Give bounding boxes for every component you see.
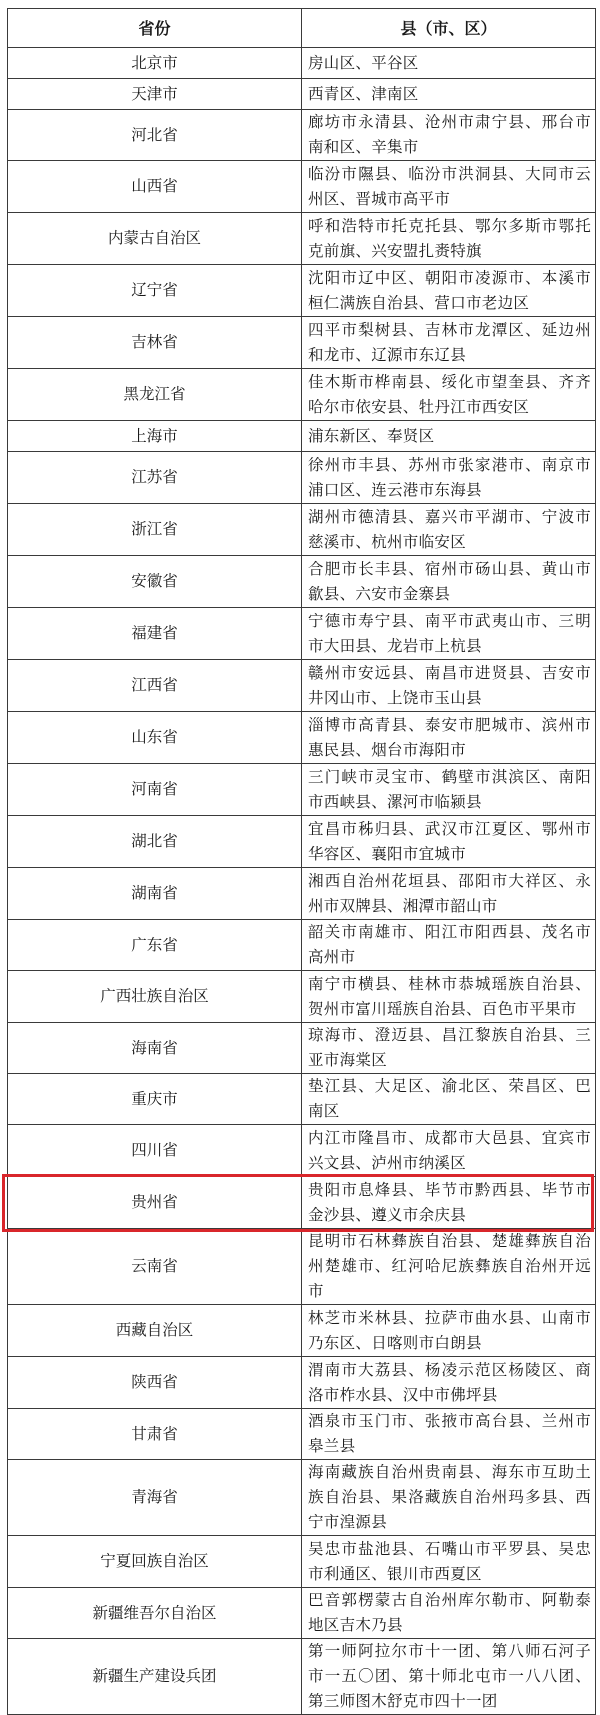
county-cell: 三门峡市灵宝市、鹤壁市淇滨区、南阳市西峡县、漯河市临颍县 — [302, 764, 596, 816]
county-cell: 贵阳市息烽县、毕节市黔西县、毕节市金沙县、遵义市余庆县 — [302, 1177, 596, 1229]
table-row — [8, 1229, 596, 1305]
table-row — [8, 920, 596, 971]
table-row — [8, 1588, 596, 1639]
table-row — [8, 1357, 596, 1409]
province-cell: 四川省 — [8, 1125, 302, 1177]
county-cell: 浦东新区、奉贤区 — [302, 421, 596, 452]
table-row — [8, 369, 596, 421]
province-cell: 上海市 — [8, 421, 302, 452]
county-cell: 酒泉市玉门市、张掖市高台县、兰州市皋兰县 — [302, 1409, 596, 1460]
county-cell: 合肥市长丰县、宿州市砀山县、黄山市歙县、六安市金寨县 — [302, 556, 596, 608]
county-cell: 佳木斯市桦南县、绥化市望奎县、齐齐哈尔市依安县、牡丹江市西安区 — [302, 369, 596, 421]
province-cell: 新疆维吾尔自治区 — [8, 1588, 302, 1639]
county-cell: 廊坊市永清县、沧州市肃宁县、邢台市南和区、辛集市 — [302, 110, 596, 161]
province-cell: 北京市 — [8, 48, 302, 79]
county-cell: 渭南市大荔县、杨凌示范区杨陵区、商洛市柞水县、汉中市佛坪县 — [302, 1357, 596, 1409]
province-cell: 西藏自治区 — [8, 1305, 302, 1357]
table-row — [8, 1409, 596, 1460]
province-cell: 陕西省 — [8, 1357, 302, 1409]
province-cell: 贵州省 — [8, 1177, 302, 1229]
county-cell: 湘西自治州花垣县、邵阳市大祥区、永州市双牌县、湘潭市韶山市 — [302, 868, 596, 920]
province-cell: 宁夏回族自治区 — [8, 1536, 302, 1588]
table-row — [8, 868, 596, 920]
table-row — [8, 556, 596, 608]
province-cell: 河北省 — [8, 110, 302, 161]
county-cell: 临汾市隰县、临汾市洪洞县、大同市云州区、晋城市高平市 — [302, 161, 596, 213]
province-cell: 河南省 — [8, 764, 302, 816]
table-row — [8, 317, 596, 369]
table-row — [8, 452, 596, 504]
table-row — [8, 1177, 596, 1229]
table-body — [8, 48, 596, 1715]
province-cell: 广西壮族自治区 — [8, 971, 302, 1023]
county-cell: 南宁市横县、桂林市恭城瑶族自治县、贺州市富川瑶族自治县、百色市平果市 — [302, 971, 596, 1023]
table-row — [8, 1305, 596, 1357]
province-cell: 辽宁省 — [8, 265, 302, 317]
county-cell: 四平市梨树县、吉林市龙潭区、延边州和龙市、辽源市东辽县 — [302, 317, 596, 369]
table-row — [8, 1074, 596, 1125]
table-row — [8, 161, 596, 213]
province-cell: 海南省 — [8, 1023, 302, 1074]
province-cell: 山西省 — [8, 161, 302, 213]
table-row — [8, 1536, 596, 1588]
table-row — [8, 504, 596, 556]
county-cell: 昆明市石林彝族自治县、楚雄彝族自治州楚雄市、红河哈尼族彝族自治州开远市 — [302, 1229, 596, 1305]
county-cell: 湖州市德清县、嘉兴市平湖市、宁波市慈溪市、杭州市临安区 — [302, 504, 596, 556]
province-cell: 甘肃省 — [8, 1409, 302, 1460]
county-cell: 沈阳市辽中区、朝阳市凌源市、本溪市桓仁满族自治县、营口市老边区 — [302, 265, 596, 317]
table-header-row — [8, 9, 596, 48]
table-row — [8, 48, 596, 79]
table-row — [8, 816, 596, 868]
province-county-table — [7, 8, 596, 1715]
county-cell: 海南藏族自治州贵南县、海东市互助土族自治县、果洛藏族自治州玛多县、西宁市湟源县 — [302, 1460, 596, 1536]
province-cell: 江苏省 — [8, 452, 302, 504]
province-cell: 安徽省 — [8, 556, 302, 608]
county-cell: 淄博市高青县、泰安市肥城市、滨州市惠民县、烟台市海阳市 — [302, 712, 596, 764]
county-cell: 吴忠市盐池县、石嘴山市平罗县、吴忠市利通区、银川市西夏区 — [302, 1536, 596, 1588]
table-row — [8, 110, 596, 161]
table-row — [8, 421, 596, 452]
province-cell: 内蒙古自治区 — [8, 213, 302, 265]
county-cell: 宜昌市秭归县、武汉市江夏区、鄂州市华容区、襄阳市宜城市 — [302, 816, 596, 868]
county-cell: 赣州市安远县、南昌市进贤县、吉安市井冈山市、上饶市玉山县 — [302, 660, 596, 712]
province-cell: 新疆生产建设兵团 — [8, 1639, 302, 1715]
table-row — [8, 213, 596, 265]
province-cell: 青海省 — [8, 1460, 302, 1536]
province-cell: 黑龙江省 — [8, 369, 302, 421]
county-cell: 琼海市、澄迈县、昌江黎族自治县、三亚市海棠区 — [302, 1023, 596, 1074]
province-cell: 浙江省 — [8, 504, 302, 556]
table-row — [8, 712, 596, 764]
province-cell: 湖南省 — [8, 868, 302, 920]
header-province: 省份 — [8, 9, 302, 48]
province-cell: 天津市 — [8, 79, 302, 110]
province-cell: 江西省 — [8, 660, 302, 712]
province-cell: 广东省 — [8, 920, 302, 971]
county-cell: 垫江县、大足区、渝北区、荣昌区、巴南区 — [302, 1074, 596, 1125]
province-cell: 重庆市 — [8, 1074, 302, 1125]
province-cell: 吉林省 — [8, 317, 302, 369]
table-row — [8, 764, 596, 816]
county-cell: 西青区、津南区 — [302, 79, 596, 110]
county-cell: 内江市隆昌市、成都市大邑县、宜宾市兴文县、泸州市纳溪区 — [302, 1125, 596, 1177]
province-cell: 湖北省 — [8, 816, 302, 868]
header-county: 县（市、区） — [302, 9, 596, 48]
table-row — [8, 608, 596, 660]
county-cell: 第一师阿拉尔市十一团、第八师石河子市一五〇团、第十师北屯市一八八团、第三师图木舒克市四十一团 — [302, 1639, 596, 1715]
table-row — [8, 971, 596, 1023]
province-cell: 云南省 — [8, 1229, 302, 1305]
county-cell: 呼和浩特市托克托县、鄂尔多斯市鄂托克前旗、兴安盟扎赉特旗 — [302, 213, 596, 265]
table-row — [8, 265, 596, 317]
table-row — [8, 1639, 596, 1715]
table-row — [8, 1460, 596, 1536]
county-cell: 宁德市寿宁县、南平市武夷山市、三明市大田县、龙岩市上杭县 — [302, 608, 596, 660]
province-cell: 山东省 — [8, 712, 302, 764]
county-cell: 林芝市米林县、拉萨市曲水县、山南市乃东区、日喀则市白朗县 — [302, 1305, 596, 1357]
table-row — [8, 1023, 596, 1074]
county-cell: 巴音郭楞蒙古自治州库尔勒市、阿勒泰地区吉木乃县 — [302, 1588, 596, 1639]
table-row — [8, 79, 596, 110]
table-row — [8, 660, 596, 712]
county-cell: 徐州市丰县、苏州市张家港市、南京市浦口区、连云港市东海县 — [302, 452, 596, 504]
table-row — [8, 1125, 596, 1177]
county-cell: 韶关市南雄市、阳江市阳西县、茂名市高州市 — [302, 920, 596, 971]
county-cell: 房山区、平谷区 — [302, 48, 596, 79]
province-cell: 福建省 — [8, 608, 302, 660]
